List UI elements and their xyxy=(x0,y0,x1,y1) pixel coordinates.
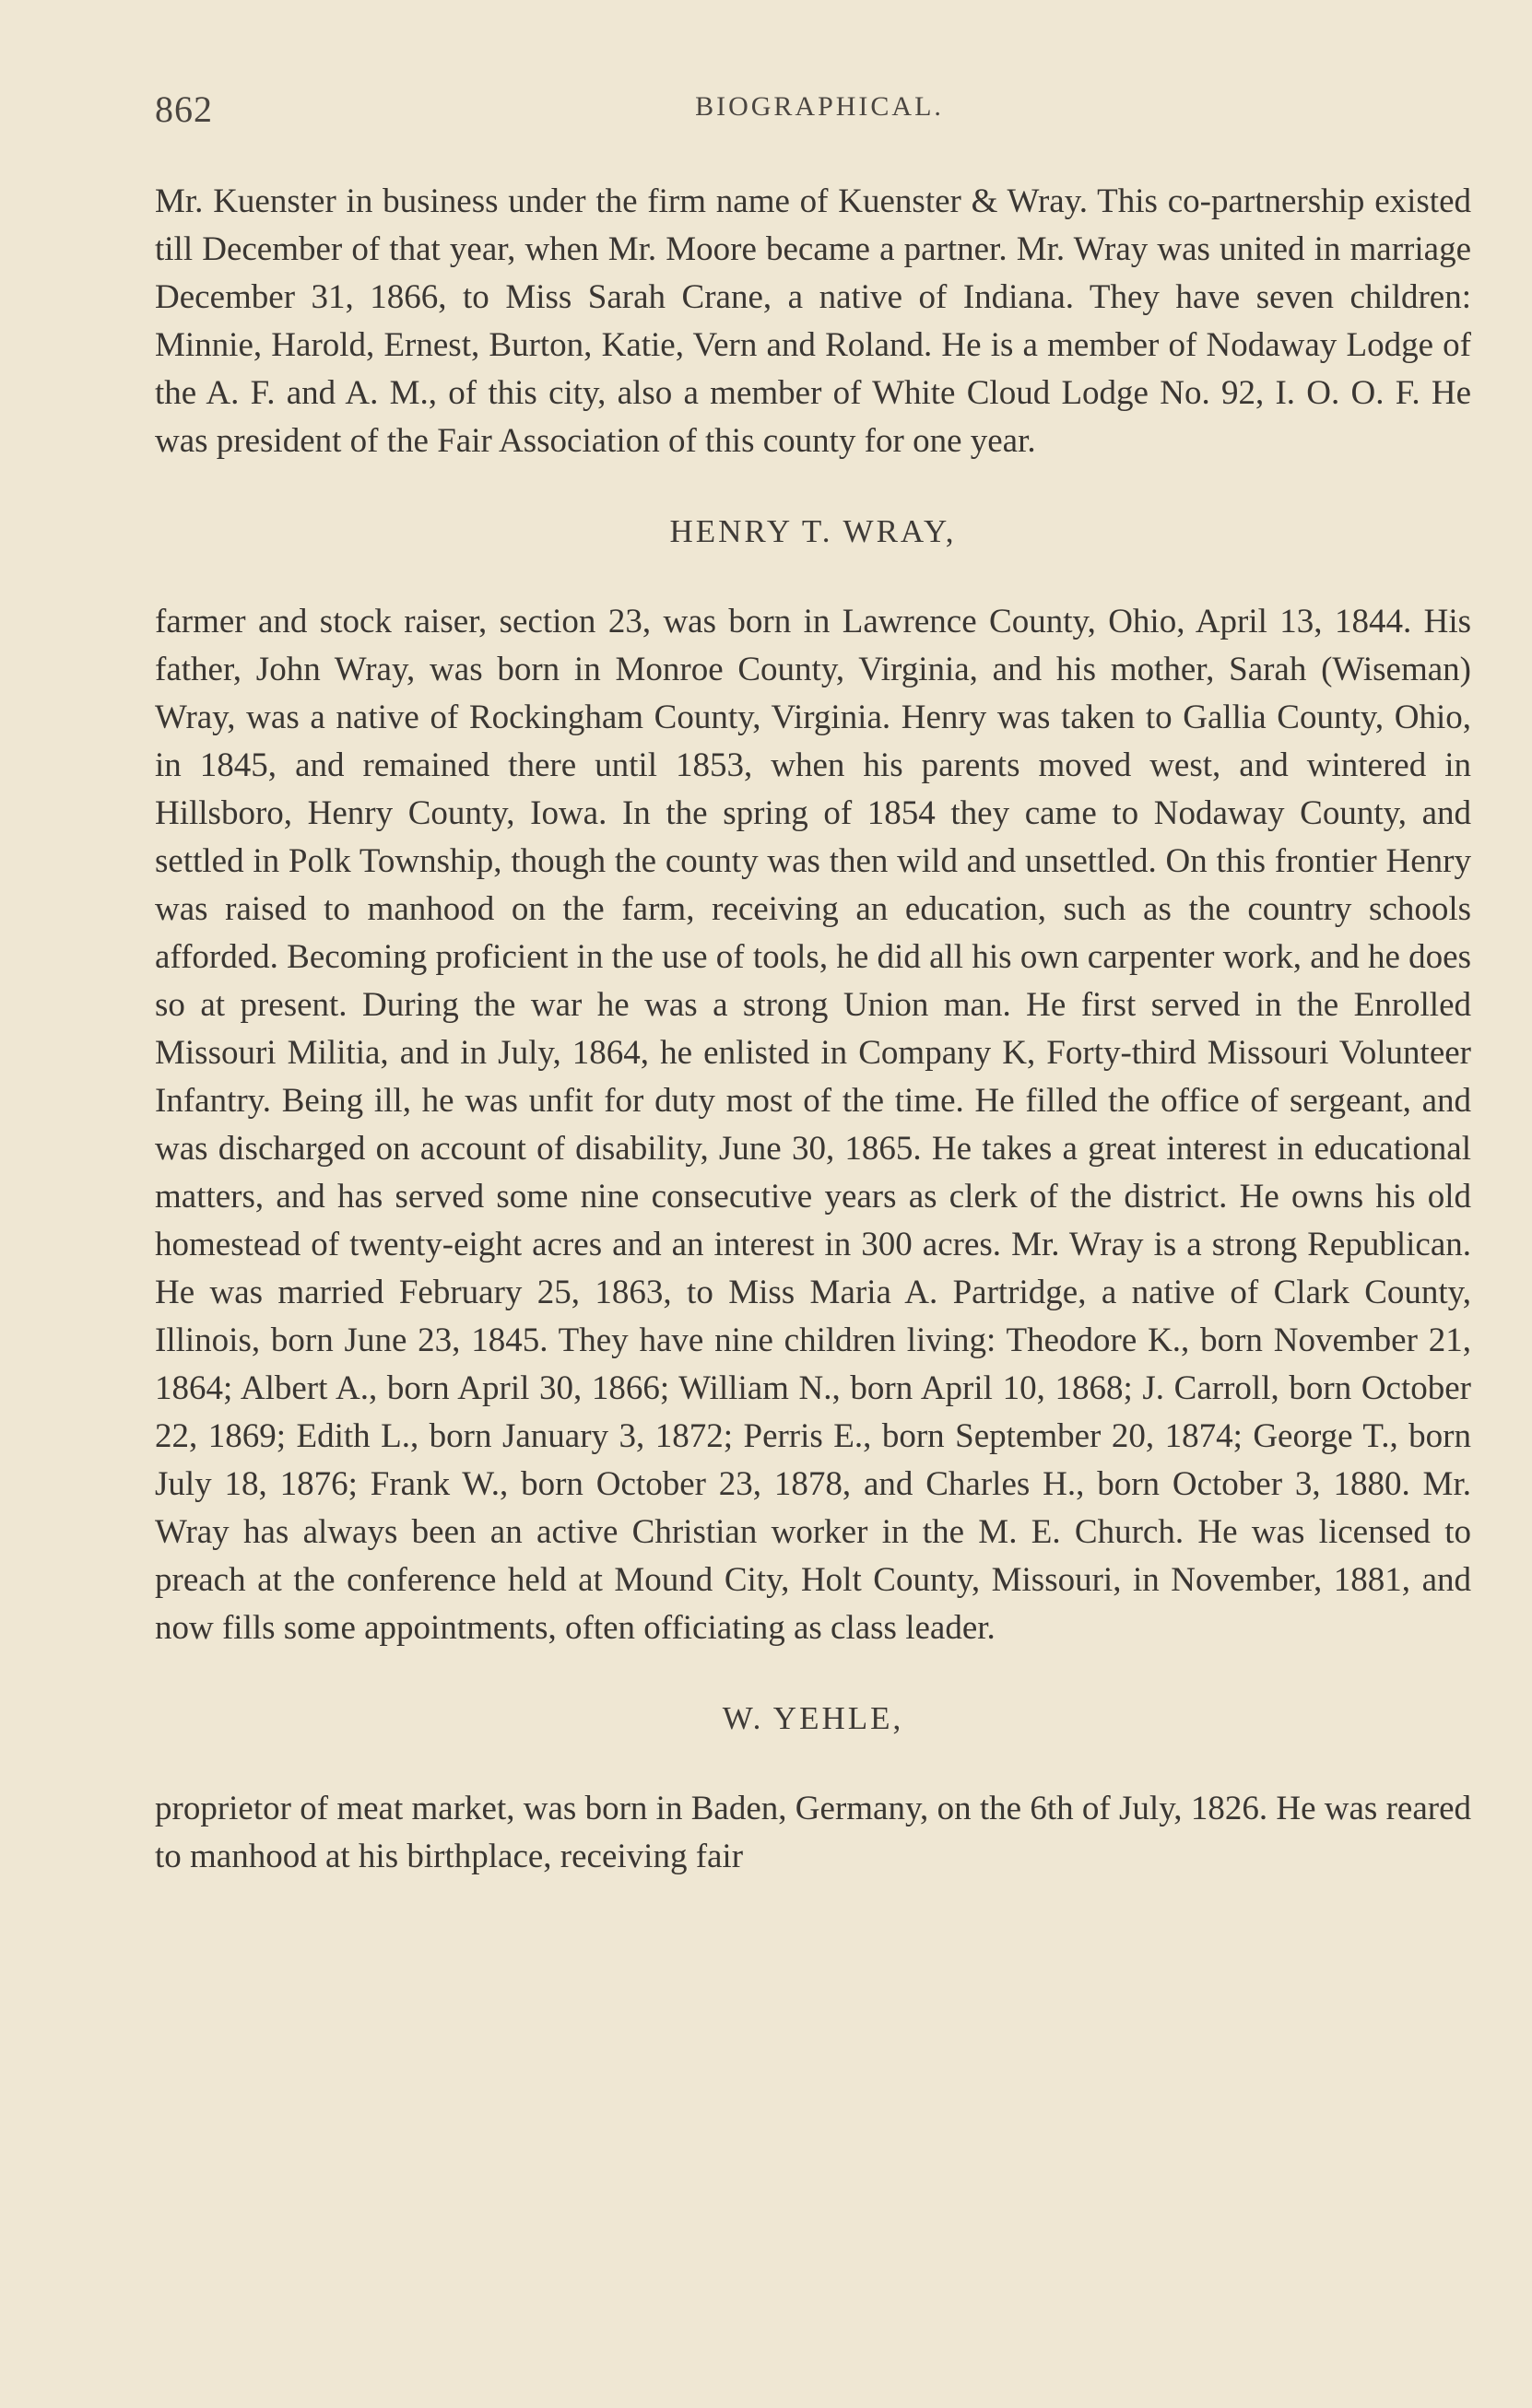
wray-paragraph: farmer and stock raiser, section 23, was born in Lawrence County, Ohio, April 13, 1844. His father, John Wray, was born in Monroe County, Virginia, and his mother, Sarah (Wiseman) Wray, was a native of Rockingham County, Virginia. Henry was taken to Gallia County, Ohio, in 1845, and remained there until 1853, when his parents moved west, and wintered in Hillsboro, Henry County, Iowa. In the spring of 1854 they came to Nodaway County, and settled in Polk Township, though the county was then wild and unsettled. On this frontier Henry was raised to manhood on the farm, receiving an education, such as the country schools afforded. Becoming proficient in the use of tools, he did all his own carpenter work, and he does so at present. During the war he was a strong Union man. He first served in the Enrolled Missouri Militia, and in July, 1864, he enlisted in Company K, Forty-third Missouri Volunteer Infantry. Being ill, he was unfit for duty most of the time. He filled the office of sergeant, and was discharged on account of disability, June 30, 1865. He takes a great interest in educational matters, and has served some nine consecutive years as clerk of the district. He owns his old homestead of twenty-eight acres and an interest in 300 acres. Mr. Wray is a strong Republican. He was married February 25, 1863, to Miss Maria A. Partridge, a native of Clark County, Illinois, born June 23, 1845. They have nine children living: Theodore K., born November 21, 1864; Albert A., born April 30, 1866; William N., born April 10, 1868; J. Carroll, born October 22, 1869; Edith L., born January 3, 1872; Perris E., born September 20, 1874; George T., born July 18, 1876; Frank W., born October 23, 1878, and Charles H., born October 3, 1880. Mr. Wray has always been an active Christian worker in the M. E. Church. He was licensed to preach at the conference held at Mound City, Holt County, Missouri, in November, 1881, and now fills some appointments, often officiating as class leader. xyxy=(155,603,1471,1647)
yehle-paragraph: proprietor of meat market, was born in Baden, Germany, on the 6th of July, 1826. He was reared to manhood at his birthplace, receiving fair xyxy=(155,1790,1471,1875)
body-text xyxy=(155,178,1471,1881)
page-number: 862 xyxy=(155,88,213,130)
intro-paragraph: Mr. Kuenster in business under the firm name of Kuenster & Wray. This co-partnership existed till December of that year, when Mr. Moore became a partner. Mr. Wray was united in marriage December 31, 1866, to Miss Sarah Crane, a native of Indiana. They have seven children: Minnie, Harold, Ernest, Burton, Katie, Vern and Roland. He is a member of Nodaway Lodge of the A. F. and A. M., of this city, also a member of White Cloud Lodge No. 92, I. O. O. F. He was president of the Fair Association of this county for one year. xyxy=(155,182,1471,460)
wray-heading: HENRY T. WRAY, xyxy=(669,513,957,549)
running-head: BIOGRAPHICAL. xyxy=(695,91,944,122)
yehle-heading: W. YEHLE, xyxy=(722,1700,904,1736)
page-header xyxy=(155,88,1484,143)
